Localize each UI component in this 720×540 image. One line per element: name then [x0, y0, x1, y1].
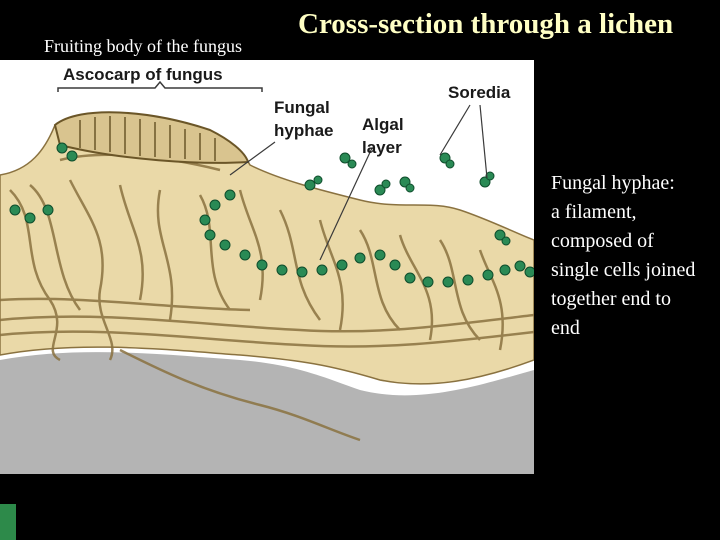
label-fungal-hyphae-line2: hyphae: [274, 121, 334, 140]
accent-block: [0, 504, 16, 540]
fungal-hyphae-definition: Fungal hyphae: a filament, composed of single cells joined together end to end: [551, 172, 696, 339]
lichen-cross-section-figure: [0, 60, 534, 474]
label-algal-layer-line1: Algal: [362, 115, 404, 134]
slide-title: Cross-section through a lichen: [298, 8, 674, 40]
label-algal-layer-line2: layer: [362, 138, 402, 157]
label-ascocarp: Ascocarp of fungus: [63, 65, 223, 84]
lichen-diagram: [0, 60, 534, 474]
label-soredia: Soredia: [448, 83, 511, 102]
slide-subtitle: Fruiting body of the fungus: [44, 36, 242, 56]
label-fungal-hyphae-line1: Fungal: [274, 98, 330, 117]
